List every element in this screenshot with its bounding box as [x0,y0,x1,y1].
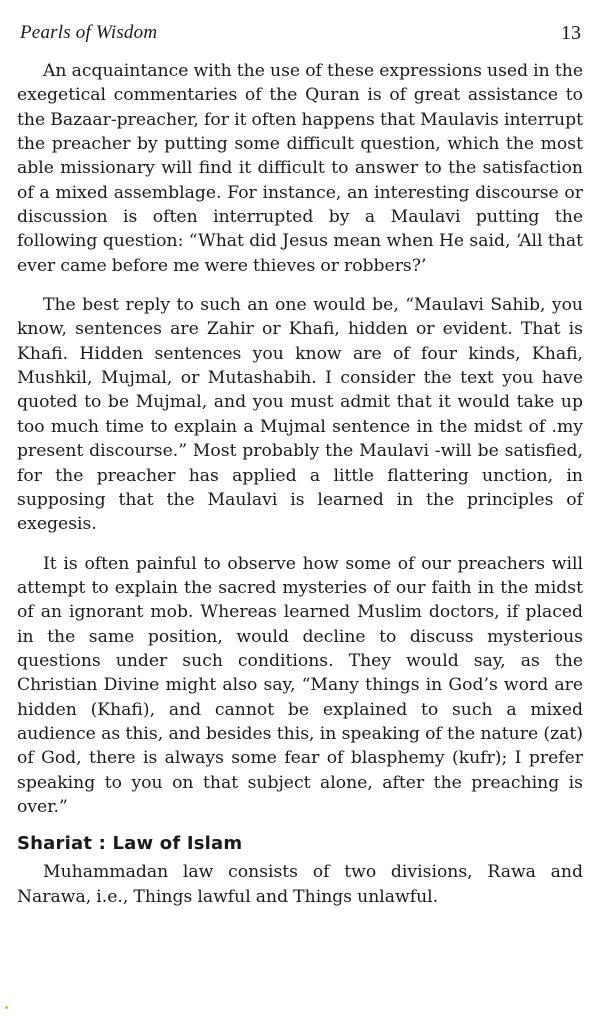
page-body [17,59,583,909]
paragraph-muhammadan-law: Muhammadan law consists of two divisions, Rawa and Narawa, i.e., Things lawful and Things unlawful. [17,862,583,907]
page-number: 13 [561,22,581,44]
book-title: Pearls of Wisdom [20,22,158,43]
print-speck [5,1006,8,1009]
paragraph-expressions: An acquaintance with the use of these expressions used in the exegetical commentaries of the Quran is of great assistance to the Bazaar-preacher, for it often happens that Maulavis interrupt the preacher by putting some difficult question, which the most able missionary will find it difficult to answer to the satisfaction of a mixed assemblage. For instance, an interesting discourse or discussion is often interrupted by a Maulavi putting the following question: “What did Jesus mean when He said, ‘All that ever came before me were thieves or robbers?’ [17,61,583,276]
paragraph-sacred-mysteries: It is often painful to observe how some of our preachers will attempt to explain the sacred mysteries of our faith in the midst of an ignorant mob. Whereas learned Muslim doctors, if placed in the same position, would decline to discuss mysterious questions under such conditions. They would say, as the Christian Divine might also say, “Many things in God’s word are hidden (Khafi), and cannot be explained to such a mixed audience as this, and besides this, in speaking of the nature (zat) of God, there is always some fear of blasphemy (kufr); I prefer speaking to you on that subject alone, after the preaching is over.” [17,553,583,817]
section-heading: Shariat : Law of Islam [17,833,243,855]
running-header [17,20,583,48]
paragraph-best-reply: The best reply to such an one would be, “Maulavi Sahib, you know, sentences are Zahir or Khafi, hidden or evident. That is Khafi. Hidden sentences you know are of four kinds, Khafi, Mushkil, Mujmal, or Mutashabih. I consider the text you have quoted to be Mujmal, and you must admit that it would take up too much time to explain a Mujmal sentence in the midst of .my present discourse.” Most probably the Maulavi -will be satisfied, for the preacher has applied a little flattering unction, in supposing that the Maulavi is learned in the principles of exegesis. [17,295,583,535]
